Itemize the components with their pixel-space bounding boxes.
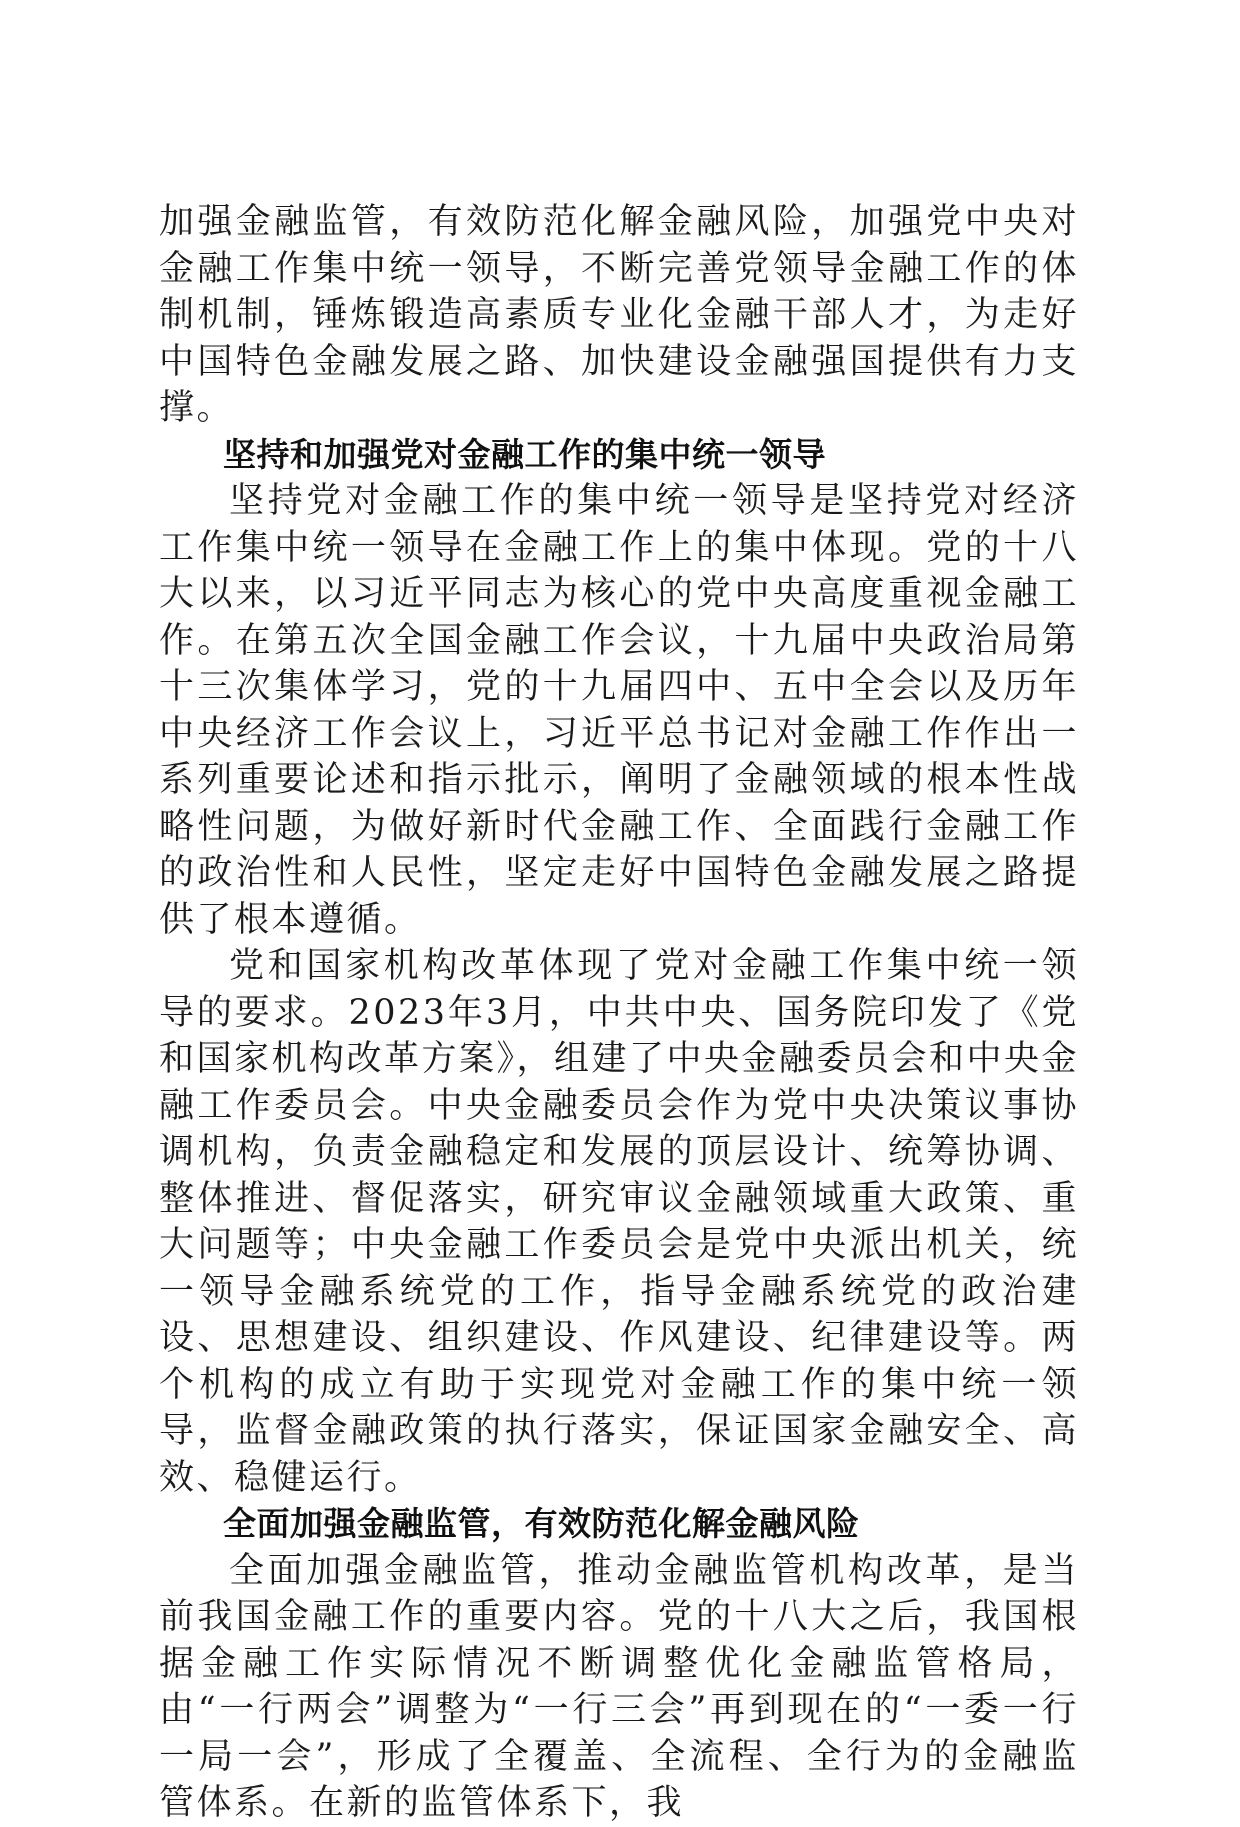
section-heading-2: 全面加强金融监管，有效防范化解金融风险 [223,1504,860,1543]
paragraph-1: 坚持党对金融工作的集中统一领导是坚持党对经济工作集中统一领导在金融工作上的集中体现。党的十八大以来，以习近平同志为核心的党中央高度重视金融工作。在第五次全国金融工作会议，十九届中央政治局第十三次集体学习，党的十九届四中、五中全会以及历年中央经济工作会议上，习近平总书记对金融工作作出一系列重要论述和指示批示，阐明了金融领域的根本性战略性问题，为做好新时代金融工作、全面践行金融工作的政治性和人民性，坚定走好中国特色金融发展之路提供了根本遵循。 [159,481,1079,940]
paragraph-2: 党和国家机构改革体现了党对金融工作集中统一领导的要求。2023年3月，中共中央、国务院印发了《党和国家机构改革方案》，组建了中央金融委员会和中央金融工作委员会。中央金融委员会作为党中央决策议事协调机构，负责金融稳定和发展的顶层设计、统筹协调、整体推进、督促落实，研究审议金融领域重大政策、重大问题等；中央金融工作委员会是党中央派出机关，统一领导金融系统党的工作，指导金融系统党的政治建设、思想建设、组织建设、作风建设、纪律建设等。两个机构的成立有助于实现党对金融工作的集中统一领导，监督金融政策的执行落实，保证国家金融安全、高效、稳健运行。 [159,946,1080,1498]
paragraph-intro: 加强金融监管，有效防范化解金融风险，加强党中央对金融工作集中统一领导，不断完善党领导金融工作的体制机制，锤炼锻造高素质专业化金融干部人才，为走好中国特色金融发展之路、加快建设金融强国提供有力支撑。 [159,202,1079,428]
document-body [159,199,1079,1827]
paragraph-3: 全面加强金融监管，推动金融监管机构改革，是当前我国金融工作的重要内容。党的十八大之后，我国根据金融工作实际情况不断调整优化金融监管格局，由“一行两会”调整为“一行三会”再到现在的“一委一行一局一会”，形成了全覆盖、全流程、全行为的金融监管体系。在新的监管体系下，我 [159,1550,1079,1823]
section-heading-1: 坚持和加强党对金融工作的集中统一领导 [223,434,826,474]
